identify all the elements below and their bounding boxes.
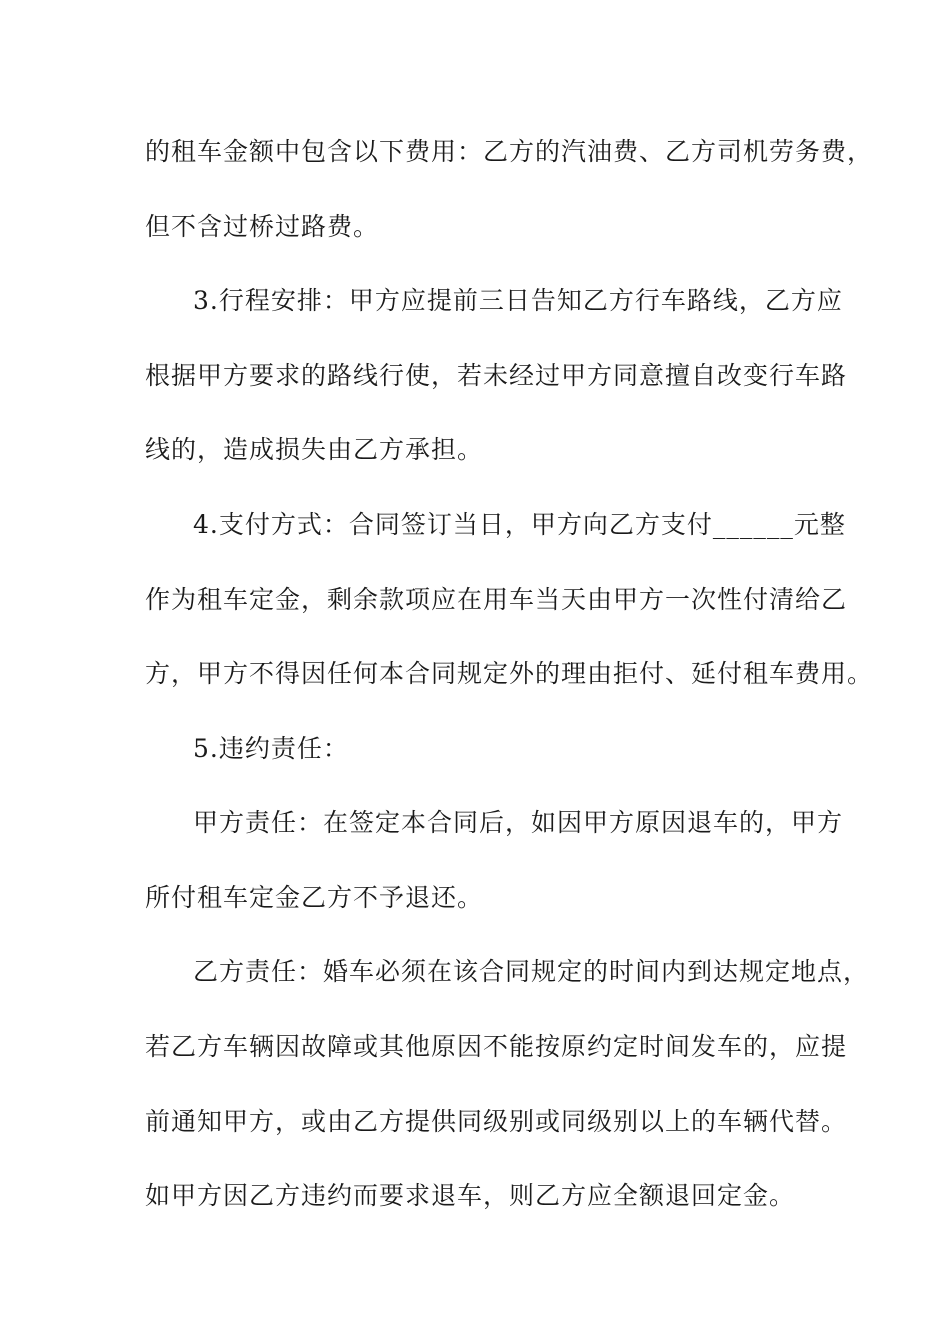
text-line: 所付租车定金乙方不予退还。 (145, 883, 484, 912)
text-line: 如甲方因乙方违约而要求退车，则乙方应全额退回定金。 (145, 1181, 796, 1210)
clause-4-heading-line: 4.支付方式：合同签订当日，甲方向乙方支付______元整 (193, 510, 846, 539)
clause-3-heading-line: 3.行程安排：甲方应提前三日告知乙方行车路线，乙方应 (193, 286, 843, 315)
text-line: 线的，造成损失由乙方承担。 (145, 435, 484, 464)
text-line: 作为租车定金，剩余款项应在用车当天由甲方一次性付清给乙 (145, 585, 848, 614)
clause-5-heading-line: 5.违约责任： (193, 734, 349, 763)
text-line: 但不含过桥过路费。 (145, 212, 380, 241)
party-b-liability-line: 乙方责任：婚车必须在该合同规定的时间内到达规定地点， (193, 957, 870, 986)
text-line: 的租车金额中包含以下费用：乙方的汽油费、乙方司机劳务费， (145, 137, 874, 166)
text-line: 方，甲方不得因任何本合同规定外的理由拒付、延付租车费用。 (145, 659, 874, 688)
text-line: 前通知甲方，或由乙方提供同级别或同级别以上的车辆代替。 (145, 1107, 848, 1136)
text-line: 根据甲方要求的路线行使，若未经过甲方同意擅自改变行车路 (145, 361, 848, 390)
party-a-liability-line: 甲方责任：在签定本合同后，如因甲方原因退车的，甲方 (193, 808, 844, 837)
text-line: 若乙方车辆因故障或其他原因不能按原约定时间发车的，应提 (145, 1032, 848, 1061)
